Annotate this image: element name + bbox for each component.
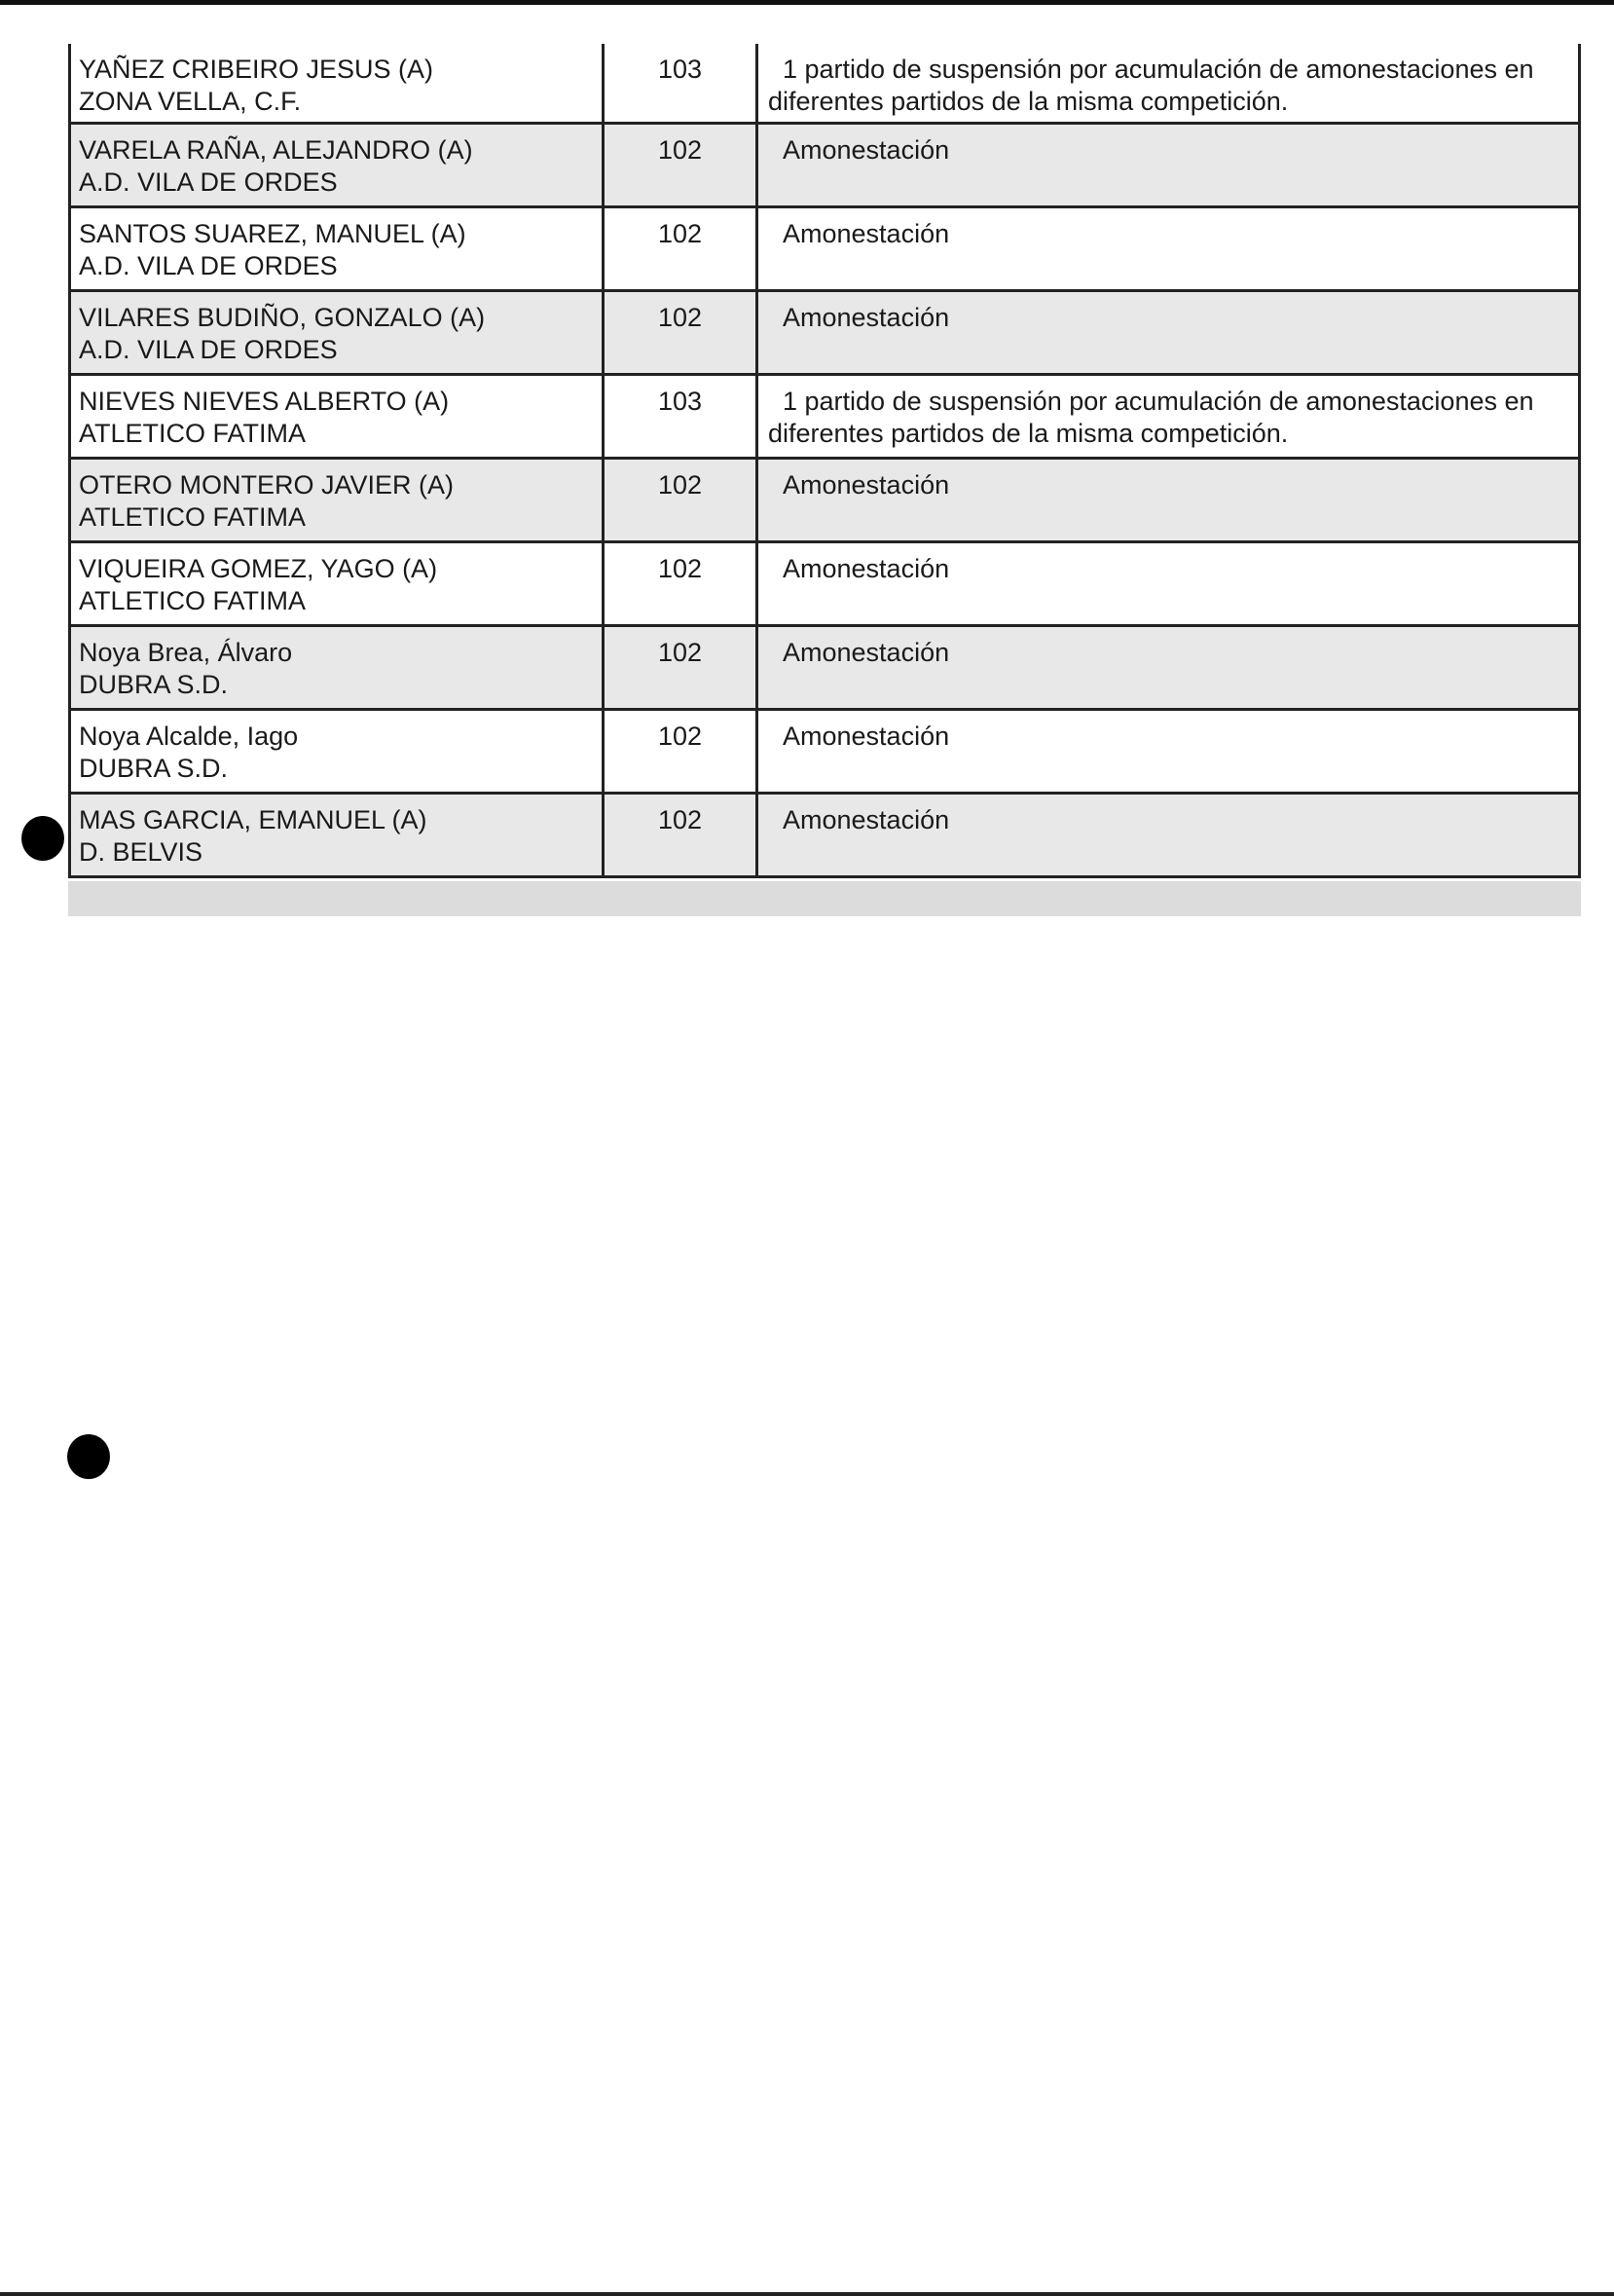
sanctions-table xyxy=(68,44,1581,878)
player-cell xyxy=(68,292,605,373)
sanction-cell xyxy=(758,627,1581,708)
code-cell: 102 xyxy=(605,711,758,792)
code-cell: 102 xyxy=(605,460,758,540)
punch-hole xyxy=(21,816,64,861)
punch-hole xyxy=(67,1434,110,1479)
sanction-text: Amonestación xyxy=(783,303,950,332)
player-cell xyxy=(68,711,605,792)
sanction-text: Amonestación xyxy=(783,805,950,834)
club-name: ATLETICO FATIMA xyxy=(79,586,307,615)
scan-top-edge xyxy=(0,0,1614,5)
club-name: DUBRA S.D. xyxy=(79,670,229,699)
code-cell: 103 xyxy=(605,44,758,122)
sanction-text-continued: diferentes partidos de la misma competición. xyxy=(768,87,1289,116)
sanction-cell xyxy=(758,460,1581,540)
player-name: VILARES BUDIÑO, GONZALO (A) xyxy=(79,303,486,332)
sanction-cell xyxy=(758,376,1581,457)
player-name: OTERO MONTERO JAVIER (A) xyxy=(79,470,455,500)
sanction-text: Amonestación xyxy=(783,554,950,583)
table-row xyxy=(68,543,1581,627)
table-row xyxy=(68,795,1581,878)
table-row xyxy=(68,292,1581,376)
table-row xyxy=(68,208,1581,292)
sanction-cell xyxy=(758,208,1581,289)
player-cell xyxy=(68,44,605,122)
player-name: NIEVES NIEVES ALBERTO (A) xyxy=(79,387,450,416)
player-name: SANTOS SUAREZ, MANUEL (A) xyxy=(79,219,466,248)
sanction-text: Amonestación xyxy=(783,135,950,165)
code-cell: 102 xyxy=(605,543,758,624)
club-name: ATLETICO FATIMA xyxy=(79,419,307,448)
player-cell xyxy=(68,376,605,457)
code-cell: 103 xyxy=(605,376,758,457)
club-name: ATLETICO FATIMA xyxy=(79,502,307,532)
sanction-cell xyxy=(758,711,1581,792)
sanction-text: Amonestación xyxy=(783,722,950,751)
code-cell: 102 xyxy=(605,292,758,373)
code-cell: 102 xyxy=(605,125,758,205)
player-name: VARELA RAÑA, ALEJANDRO (A) xyxy=(79,135,473,165)
table-row xyxy=(68,627,1581,711)
sanction-text: Amonestación xyxy=(783,219,950,248)
player-cell xyxy=(68,460,605,540)
table-row xyxy=(68,376,1581,460)
player-cell xyxy=(68,627,605,708)
code-cell: 102 xyxy=(605,208,758,289)
player-cell xyxy=(68,208,605,289)
sanction-cell xyxy=(758,543,1581,624)
player-cell xyxy=(68,125,605,205)
sanction-text-continued: diferentes partidos de la misma competición. xyxy=(768,419,1289,448)
code-cell: 102 xyxy=(605,795,758,875)
sanction-cell xyxy=(758,795,1581,875)
sanction-text: 1 partido de suspensión por acumulación de amonestaciones en xyxy=(783,55,1534,84)
code-cell: 102 xyxy=(605,627,758,708)
table-row xyxy=(68,125,1581,208)
player-name: Noya Alcalde, Iago xyxy=(79,722,299,751)
club-name: A.D. VILA DE ORDES xyxy=(79,335,338,364)
club-name: D. BELVIS xyxy=(79,837,203,867)
table-row xyxy=(68,711,1581,795)
scan-bottom-edge xyxy=(0,2292,1614,2296)
table-row xyxy=(68,460,1581,543)
sanction-text: Amonestación xyxy=(783,638,950,667)
sanction-cell xyxy=(758,125,1581,205)
sanction-cell xyxy=(758,44,1581,122)
player-cell xyxy=(68,543,605,624)
player-name: Noya Brea, Álvaro xyxy=(79,638,293,667)
player-name: YAÑEZ CRIBEIRO JESUS (A) xyxy=(79,55,434,84)
sanction-text: 1 partido de suspensión por acumulación de amonestaciones en xyxy=(783,387,1534,416)
player-cell xyxy=(68,795,605,875)
sanction-cell xyxy=(758,292,1581,373)
club-name: A.D. VILA DE ORDES xyxy=(79,167,338,197)
player-name: VIQUEIRA GOMEZ, YAGO (A) xyxy=(79,554,438,583)
club-name: A.D. VILA DE ORDES xyxy=(79,251,338,280)
club-name: DUBRA S.D. xyxy=(79,754,229,783)
club-name: ZONA VELLA, C.F. xyxy=(79,87,302,116)
table-footer-band xyxy=(68,881,1581,916)
table-row xyxy=(68,44,1581,125)
player-name: MAS GARCIA, EMANUEL (A) xyxy=(79,805,427,834)
sanction-text: Amonestación xyxy=(783,470,950,500)
